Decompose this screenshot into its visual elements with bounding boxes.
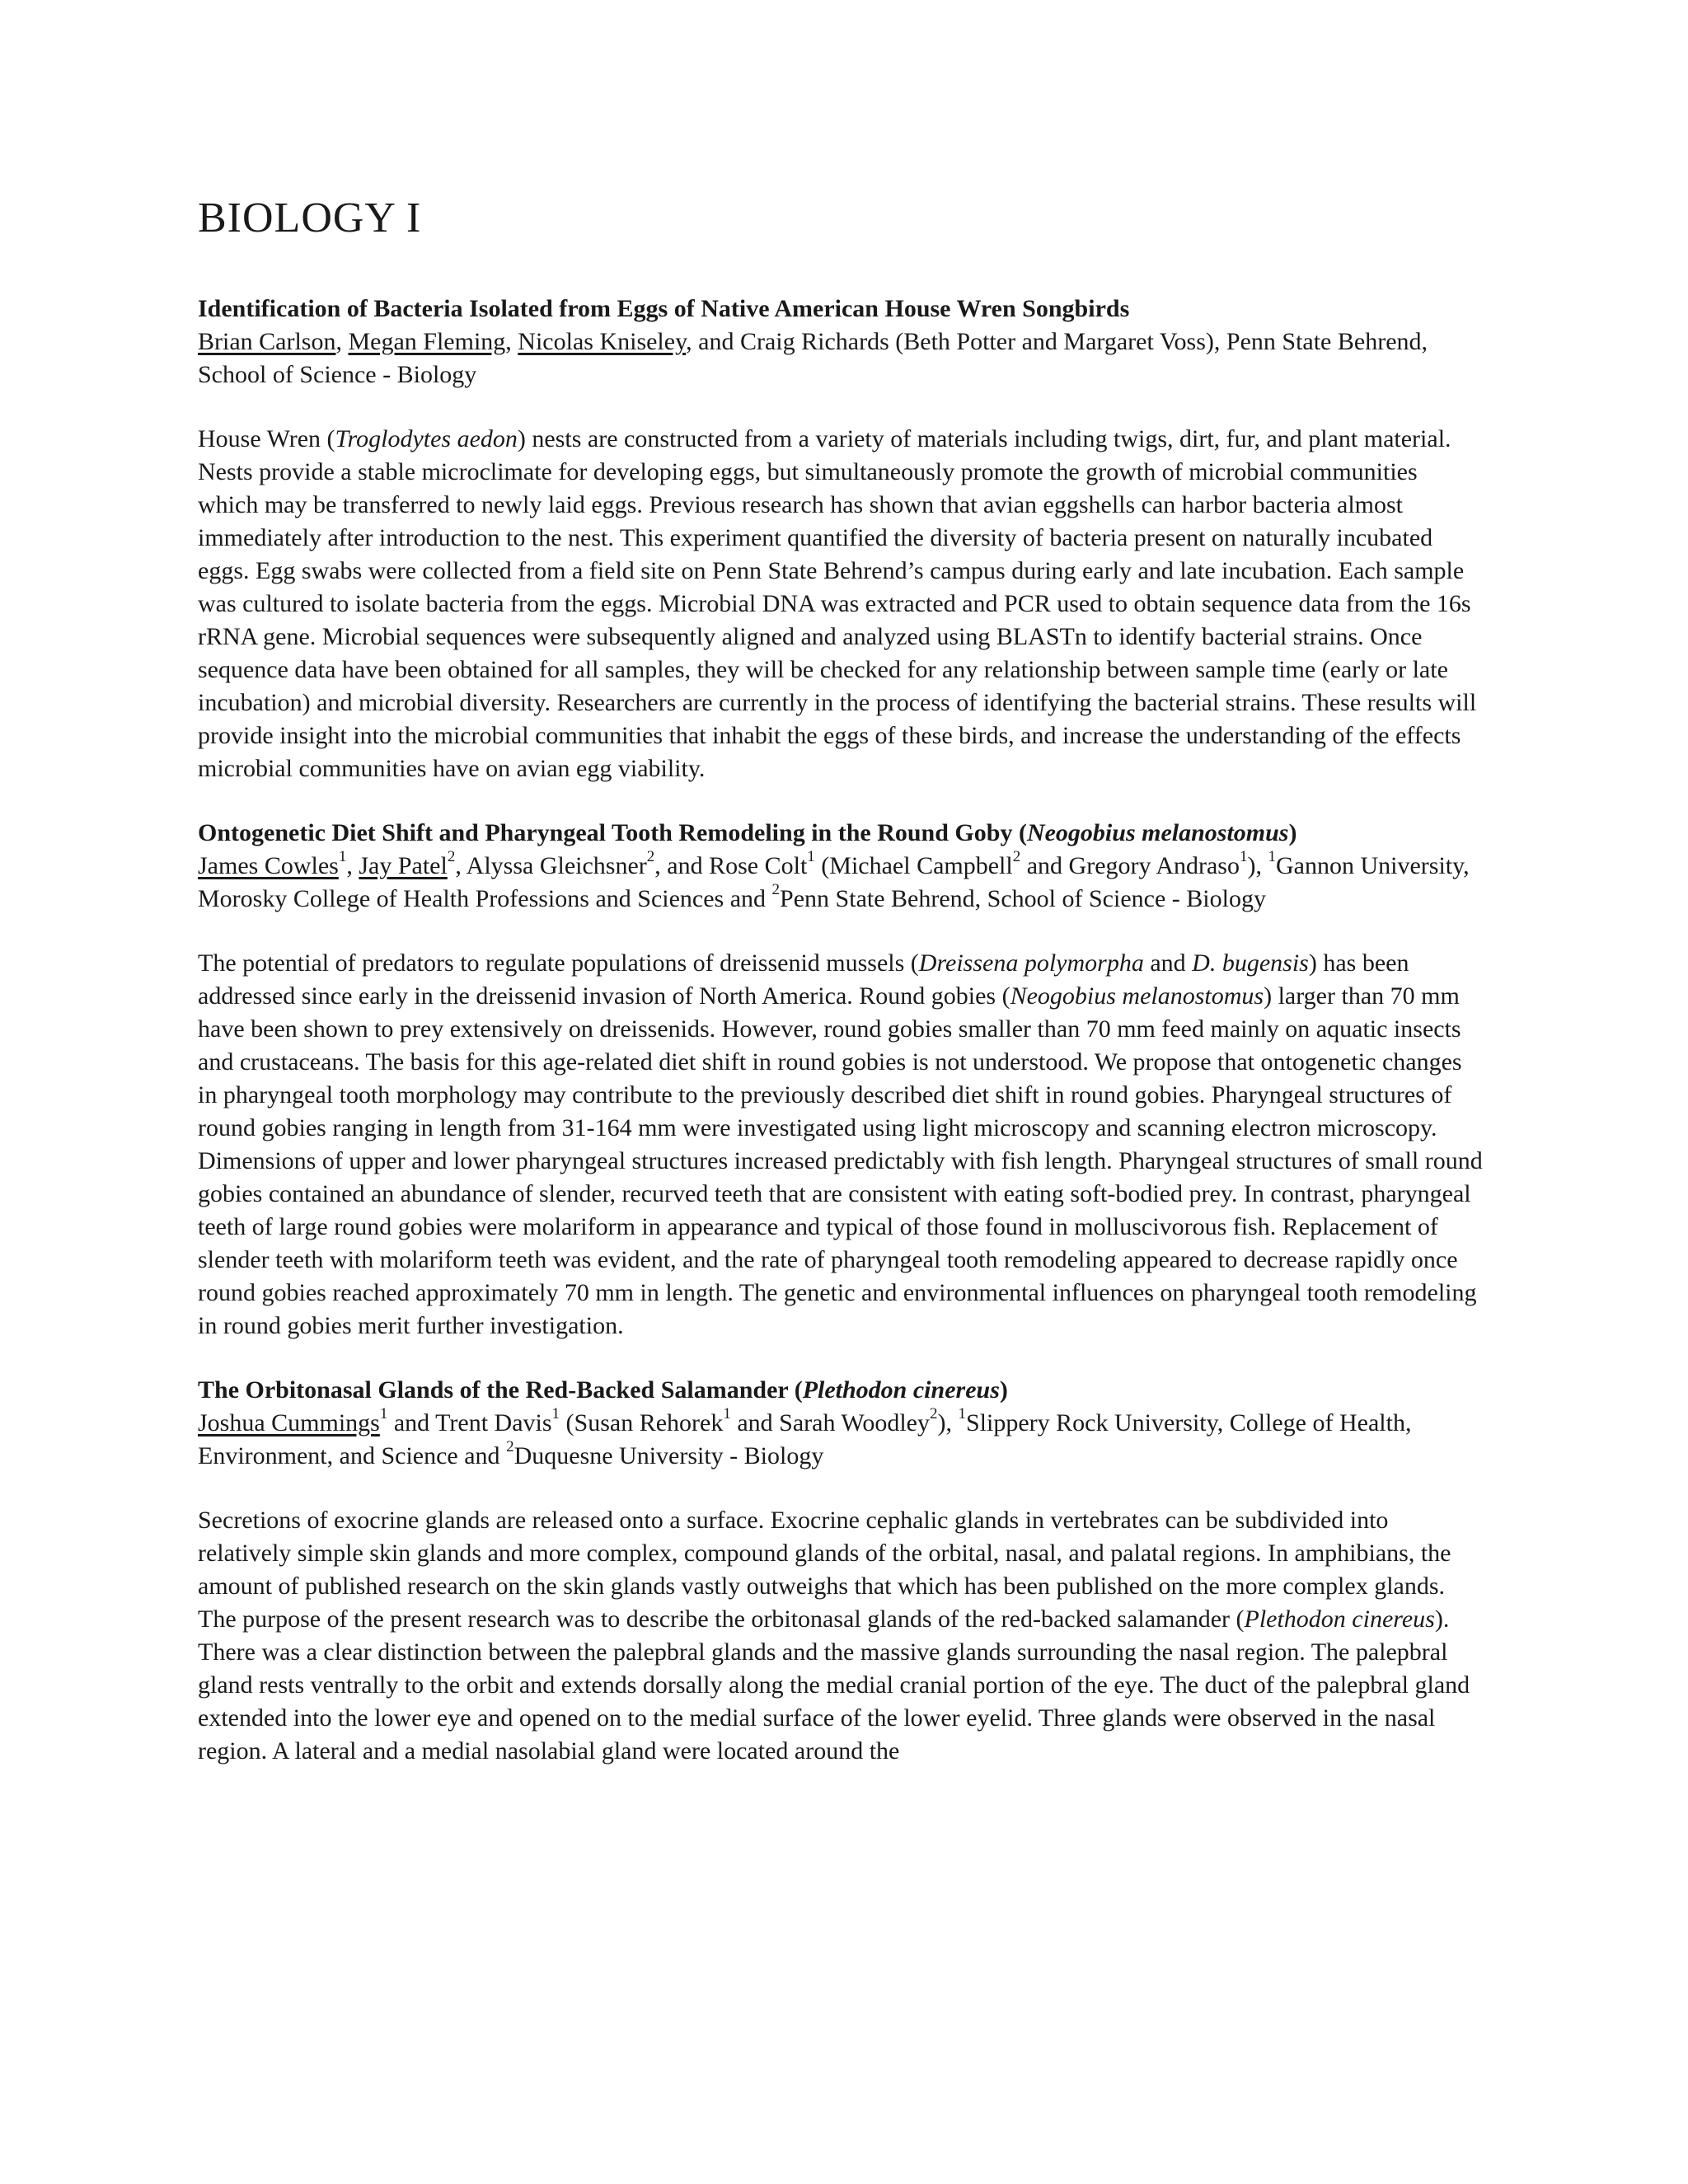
italic-text: Dreissena polymorpha — [918, 949, 1144, 977]
superscript: 1 — [1240, 848, 1248, 866]
superscript: 2 — [771, 881, 781, 899]
abstract-1-body — [198, 423, 1484, 785]
superscript: 1 — [807, 848, 815, 866]
text-run: , and Rose Colt — [654, 852, 808, 880]
superscript: 2 — [646, 848, 655, 866]
italic-text: D. bugensis — [1192, 949, 1309, 977]
text-run: Gannon University, Morosky College of Health Professions and Sciences and — [198, 852, 1470, 913]
abstract-3 — [198, 1374, 1484, 1768]
abstract-3-byline — [198, 1407, 1484, 1473]
abstract-2-body — [198, 947, 1484, 1343]
abstract-1-title: Identification of Bacteria Isolated from Eggs of Native American House Wren Songbirds — [198, 295, 1130, 323]
text-run: The potential of predators to regulate populations of dreissenid mussels ( — [198, 949, 919, 977]
author-name: Brian Carlson — [198, 328, 336, 356]
text-run: ), — [1247, 852, 1268, 880]
abstract-1-byline: Brian Carlson, Megan Fleming, Nicolas Kniseley, and Craig Richards (Beth Potter and Margaret Voss), Penn State Behrend, School of Science - Biology — [198, 328, 1428, 389]
title-end: ) — [1288, 819, 1297, 847]
title-text: Ontogenetic Diet Shift and Pharyngeal Tooth Remodeling in the Round Goby ( — [198, 819, 1027, 847]
text-run: , Alyssa Gleichsner — [455, 852, 647, 880]
text-run: (Michael Campbell — [814, 852, 1013, 880]
text-run: ). There was a clear distinction between the palepbral glands and the massive glands surrounding the nasal region. The palepbral gland rests ventrally to the orbit and extends dorsally along the medial cranial portion of the eye. The duct of the palepbral gland extended into the lower eye and opened on to the medial surface of the lower eyelid. Three glands were observed in the nasal region. A lateral and a medial nasolabial gland were located around the — [198, 1605, 1470, 1765]
italic-text: Plethodon cinereus — [1244, 1605, 1435, 1633]
text-run: Penn State Behrend, School of Science - Biology — [780, 885, 1266, 913]
author-name: Craig Richards — [739, 328, 889, 356]
underlined-name: Joshua Cummings — [198, 1409, 380, 1437]
text-run: (Susan Rehorek — [560, 1409, 724, 1437]
text-run: and Sarah Woodley — [730, 1409, 930, 1437]
superscript: 2 — [1012, 848, 1021, 866]
superscript: 2 — [930, 1405, 938, 1423]
superscript: 2 — [506, 1438, 514, 1456]
title-species: Plethodon cinereus — [802, 1376, 1000, 1404]
author-name: Nicolas Kniseley — [518, 328, 687, 356]
title-species: Neogobius melanostomus — [1026, 819, 1289, 847]
abstract-2-byline — [198, 850, 1484, 916]
text-run: Secretions of exocrine glands are released onto a surface. Exocrine cephalic glands in vertebrates can be subdivided into relatively simple skin glands and more complex, compound glands of the orbital, nasal, and palatal regions. In amphibians, the amount of published research on the skin glands vastly outweighs that which has been published on the more complex glands. The purpose of the present research was to describe the orbitonasal glands of the red-backed salamander ( — [198, 1507, 1451, 1633]
text-run: and Gregory Andraso — [1020, 852, 1240, 880]
superscript: 1 — [958, 1405, 966, 1423]
page-title: BIOLOGY I — [198, 194, 422, 241]
abstract-1 — [198, 293, 1484, 785]
text-run: and Trent Davis — [387, 1409, 552, 1437]
title-end: ) — [999, 1376, 1008, 1404]
underlined-name: James Cowles — [198, 852, 339, 880]
text-run: Duquesne University - Biology — [513, 1442, 824, 1470]
text-run: Slippery Rock University, College of Health, Environment, and Science and — [198, 1409, 1412, 1470]
abstract-2 — [198, 817, 1484, 1343]
abstract-2-title — [198, 817, 1484, 850]
superscript: 1 — [551, 1405, 560, 1423]
superscript: 1 — [723, 1405, 731, 1423]
abstract-3-title — [198, 1374, 1484, 1407]
advisors: (Beth Potter and Margaret Voss) — [895, 328, 1214, 356]
superscript: 1 — [1268, 848, 1276, 866]
superscript: 1 — [338, 848, 347, 866]
abstract-3-body — [198, 1504, 1484, 1768]
underlined-name: Jay Patel — [359, 852, 448, 880]
text-run: ) has been addressed since early in the dreissenid invasion of North America. Round gobies ( — [198, 949, 1409, 1010]
superscript: 2 — [447, 848, 456, 866]
italic-text: Neogobius melanostomus — [1010, 982, 1264, 1010]
text-run: ) larger than 70 mm have been shown to prey extensively on dreissenids. However, round gobies smaller than 70 mm feed mainly on aquatic insects and crustaceans. The basis for this age-related diet shift in round gobies is not understood. We propose that ontogenetic changes in pharyngeal tooth morphology may contribute to the previously described diet shift in round gobies. Pharyngeal structures of round gobies ranging in length from 31-164 mm were investigated using light microscopy and scanning electron microscopy. Dimensions of upper and lower pharyngeal structures increased predictably with fish length. Pharyngeal structures of small round gobies contained an abundance of slender, recurved teeth that are consistent with eating soft-bodied prey. In contrast, pharyngeal teeth of large round gobies were molariform in appearance and typical of those found in molluscivorous fish. Replacement of slender teeth with molariform teeth was evident, and the rate of pharyngeal tooth remodeling appeared to decrease rapidly once round gobies reached approximately 70 mm in length. The genetic and environmental influences on pharyngeal tooth remodeling in round gobies merit further investigation. — [198, 982, 1483, 1340]
text-run: House Wren ( — [198, 425, 335, 453]
affiliation: Penn State Behrend, School of Science - Biology — [198, 328, 1428, 389]
document-page — [198, 194, 1484, 1799]
text-run: ), — [937, 1409, 959, 1437]
superscript: 1 — [379, 1405, 388, 1423]
title-text: The Orbitonasal Glands of the Red-Backed Salamander ( — [198, 1376, 803, 1404]
text-run: ) nests are constructed from a variety of materials including twigs, dirt, fur, and plant material. Nests provide a stable microclimate for developing eggs, but simultaneously promote the growth of microbial communities which may be transferred to newly laid eggs. Previous research has shown that avian eggshells can harbor bacteria almost immediately after introduction to the nest. This experiment quantified the diversity of bacteria present on naturally incubated eggs. Egg swabs were collected from a field site on Penn State Behrend’s campus during early and late incubation. Each sample was cultured to isolate bacteria from the eggs. Microbial DNA was extracted and PCR used to obtain sequence data from the 16s rRNA gene. Microbial sequences were subsequently aligned and analyzed using BLASTn to identify bacterial strains. Once sequence data have been obtained for all samples, they will be checked for any relationship between sample time (early or late incubation) and microbial diversity. Researchers are currently in the process of identifying the bacterial strains. These results will provide insight into the microbial communities that inhabit the eggs of these birds, and increase the understanding of the effects microbial communities have on avian egg viability. — [198, 425, 1477, 783]
text-run: and — [1143, 949, 1193, 977]
italic-text: Troglodytes aedon — [335, 425, 518, 453]
text-run: , — [346, 852, 359, 880]
author-name: Megan Fleming — [348, 328, 506, 356]
